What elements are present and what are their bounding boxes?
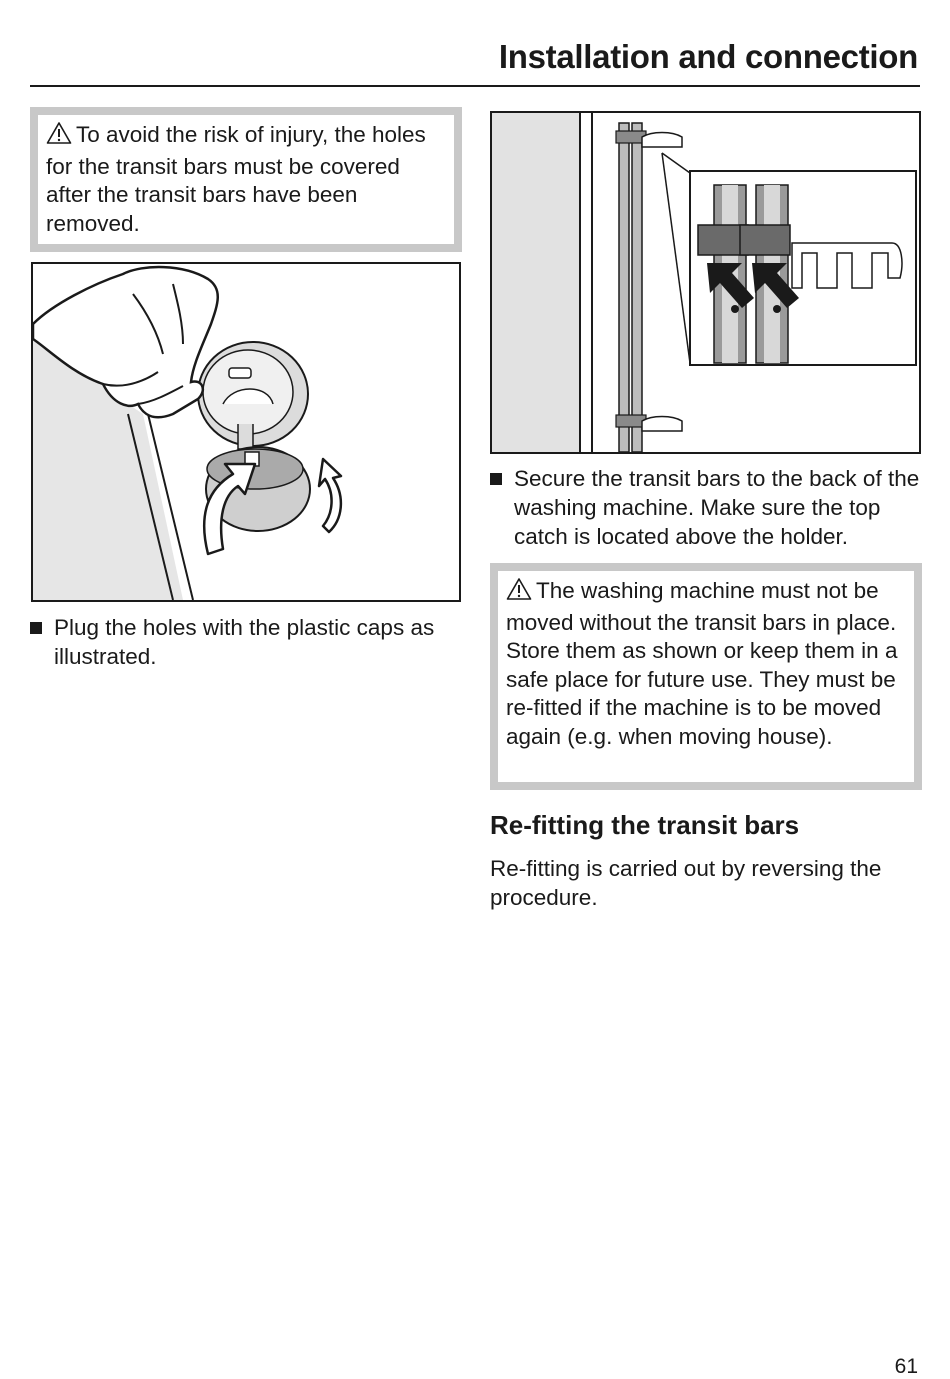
section-heading: Re-fitting the transit bars (490, 810, 800, 840)
plastic-cap-icon (198, 342, 308, 449)
rotate-arrow-icon (319, 459, 341, 532)
page-number: 61 (894, 1355, 918, 1378)
bullet-square (490, 473, 502, 485)
step-plug-holes-text: Plug the holes with the plastic caps as illustrated. (54, 615, 435, 669)
transit-bar-icon (616, 123, 646, 452)
warning-triangle-icon (506, 577, 532, 609)
bullet-square (30, 622, 42, 634)
page-header-title: Installation and connection (498, 38, 918, 75)
warning-text-transport: The washing machine must not be moved without the transit bars in place. Store them as shown or keep them in a safe place for future use. They must be re-fitted if the machine is to be moved again (e.g. when moving house). (506, 578, 898, 749)
header-rule (30, 85, 920, 87)
step-secure-bars-text: Secure the transit bars to the back of the washing machine. Make sure the top catch is located above the holder. (514, 466, 920, 549)
warning-triangle-icon (46, 121, 72, 153)
step-plug-holes (30, 613, 460, 671)
warning-box-injury (30, 107, 462, 252)
warning-box-transport (490, 563, 922, 790)
warning-text-injury: To avoid the risk of injury, the holes for the transit bars must be covered after the transit bars have been removed. (46, 122, 426, 236)
figure-plastic-cap (31, 262, 461, 602)
section-body: Re-fitting is carried out by reversing the procedure. (490, 856, 882, 910)
figure-transit-bars (490, 111, 921, 454)
step-secure-bars (490, 464, 925, 551)
